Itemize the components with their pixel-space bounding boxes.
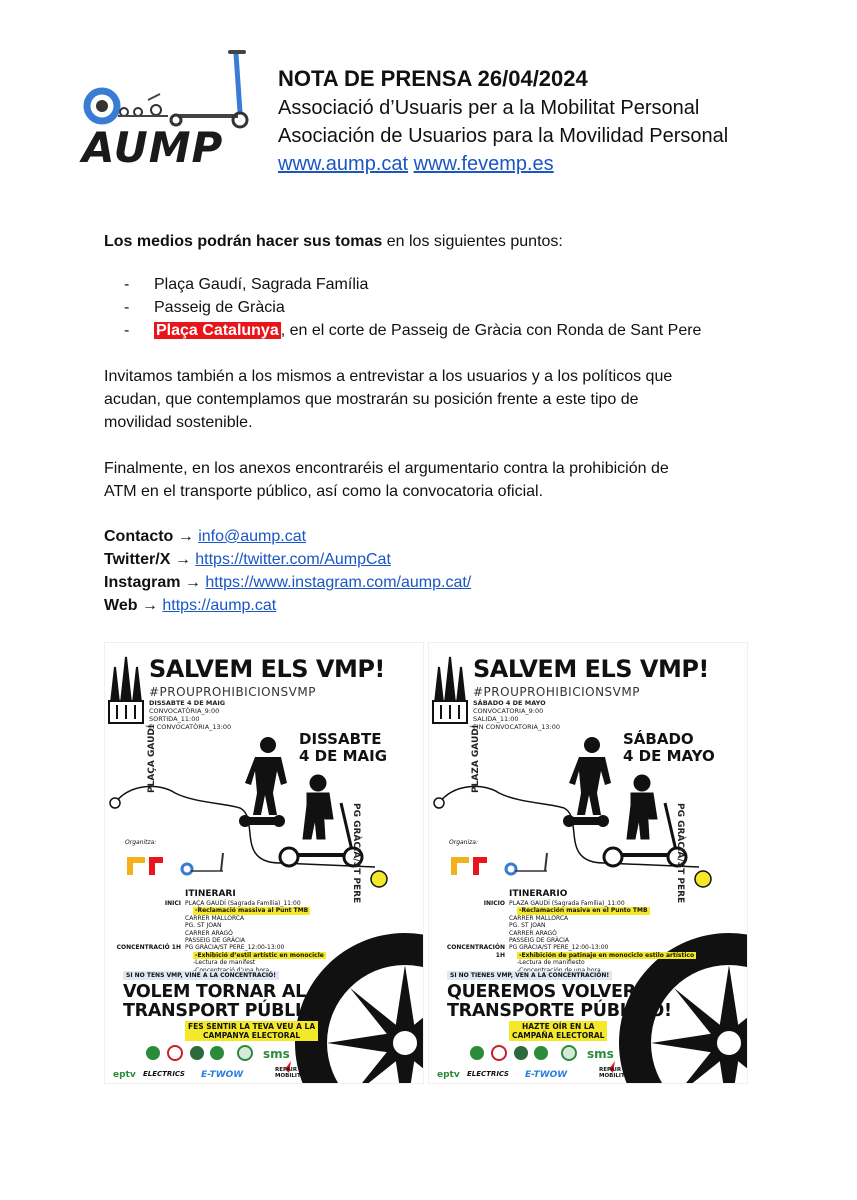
press-note-title: NOTA DE PRENSA 26/04/2024 bbox=[278, 66, 588, 91]
sponsor-sms: sms bbox=[263, 1047, 290, 1061]
paragraph-annexes: Finalmente, en los anexos encontraréis el argumentario contra la prohibición de ATM en el transporte público, así como la convocatoria oficial. bbox=[104, 460, 669, 500]
press-header bbox=[278, 64, 818, 178]
contact-row: Contacto → info@aump.cat bbox=[104, 528, 307, 545]
scooter-rider-icon bbox=[280, 775, 362, 866]
contacts-block bbox=[104, 525, 764, 617]
contact-row: Twitter/X → https://twitter.com/AumpCat bbox=[104, 551, 391, 568]
poster-title: SALVEM ELS VMP! bbox=[149, 655, 385, 683]
sagrada-familia-icon bbox=[433, 657, 467, 723]
intro-bold: Los medios podrán hacer sus tomas bbox=[104, 233, 383, 250]
sponsor-eptv: eptv bbox=[113, 1070, 136, 1080]
sagrada-familia-icon bbox=[109, 657, 143, 723]
poster-organiza: Organiza: bbox=[449, 839, 478, 846]
sponsor-etwow: E-TWOW bbox=[201, 1070, 244, 1080]
sponsor-repair: REPAIR MOBILITY bbox=[275, 1067, 305, 1079]
header-links bbox=[278, 150, 818, 178]
org-name-es: Asociación de Usuarios para la Movilidad Personal bbox=[278, 125, 729, 147]
poster-spanish bbox=[428, 642, 748, 1084]
web-link[interactable]: https://aump.cat bbox=[162, 597, 277, 614]
destination-marker bbox=[371, 871, 387, 887]
email-link[interactable]: info@aump.cat bbox=[198, 528, 307, 545]
poster-itinerary: INICIO PLAZA GAUDÍ (Sagrada Família)_11:00 -Reclamación masiva en el Punto TMB CARRER MALLORCA PG. ST JOAN CARRER ARAGÓ PASSEIG DE GRÀCIA CONCENTRACIÓN 1H PG GRÀCIA/ST PERE_12:00-13:00 -Exhibición de patinaje en monociclo estilo artístico -Lectura de manifiesto bbox=[446, 900, 695, 967]
list-item: - Passeig de Gràcia bbox=[124, 299, 285, 316]
list-item: - Plaça Catalunya , en el corte de Passeig de Gràcia con Ronda de Sant Pere bbox=[124, 322, 702, 339]
twitter-link[interactable]: https://twitter.com/AumpCat bbox=[195, 551, 391, 568]
points-list bbox=[104, 273, 764, 342]
poster-callout: SI NO TENS VMP, VINE A LA CONCENTRACIÓ! bbox=[123, 971, 279, 980]
poster-meta: DISSABTE 4 DE MAIG CONVOCATÒRIA_9:00 SORTIDA_11:00 FI CONVOCATÒRIA_13:00 bbox=[149, 699, 232, 731]
poster-place-b: PG GRÀCIA/ST PERE bbox=[675, 803, 685, 904]
poster-organiza: Organitza: bbox=[125, 839, 157, 846]
poster-itinerary: INICI PLAÇA GAUDÍ (Sagrada Família)_11:00 -Reclamació massiva al Punt TMB CARRER MALLORCA PG. ST JOAN CARRER ARAGÓ PASSEIG DE GRÀCIA CONCENTRACIÓ 1H PG GRÀCIA/ST PERE_12:00-13:00 -Exhibició d’estil artístic en monocicle -Lectura de manifest bbox=[116, 900, 324, 967]
sponsor-eptv: eptv bbox=[437, 1070, 460, 1080]
highlight-placa-catalunya: Plaça Catalunya bbox=[156, 322, 279, 339]
points-list-wrap bbox=[104, 273, 764, 342]
poster-itinerary-title: ITINERARIO bbox=[509, 889, 568, 899]
poster-yellow-box: HAZTE OÍR EN LA CAMPAÑA ELECTORAL bbox=[509, 1021, 607, 1041]
poster-title: SALVEM ELS VMP! bbox=[473, 655, 709, 683]
org-name-ca: Associació d’Usuaris per a la Mobilitat Personal bbox=[278, 97, 700, 119]
poster-callout: SI NO TIENES VMP, VEN A LA CONCENTRACIÓN! bbox=[447, 971, 612, 980]
scooter-logo-icon bbox=[78, 50, 253, 170]
instagram-link[interactable]: https://www.instagram.com/aump.cat/ bbox=[205, 574, 472, 591]
poster-headline: QUEREMOS VOLVER AL TRANSPORTE PÚBLICO! bbox=[447, 982, 672, 1021]
contact-row: Web → https://aump.cat bbox=[104, 597, 277, 614]
destination-marker bbox=[695, 871, 711, 887]
link-fevemp[interactable]: www.fevemp.es bbox=[413, 153, 554, 175]
intro-paragraph bbox=[104, 230, 764, 253]
poster-catalan bbox=[104, 642, 424, 1084]
sponsor-sms: sms bbox=[587, 1047, 614, 1061]
poster-place-a: PLAZA GAUDÍ bbox=[471, 724, 481, 793]
poster-place-b: PG GRÀCIA/ST PERE bbox=[351, 803, 361, 904]
poster-place-a: PLAÇA GAUDÍ bbox=[147, 724, 157, 793]
link-aump[interactable]: www.aump.cat bbox=[278, 153, 409, 175]
poster-itinerary-title: ITINERARI bbox=[185, 889, 236, 899]
poster-hashtag: #PROUPROHIBICIONSVMP bbox=[473, 685, 640, 699]
sponsor-etwow: E-TWOW bbox=[525, 1070, 568, 1080]
organizer-logos bbox=[127, 853, 223, 875]
logo-text: AUMP bbox=[82, 123, 224, 170]
poster-big-date: DISSABTE 4 DE MAIG bbox=[299, 730, 388, 765]
list-item: - Plaça Gaudí, Sagrada Família bbox=[124, 276, 369, 293]
sponsor-electrics: ELECTRICS bbox=[143, 1070, 185, 1078]
intro-rest: en los siguientes puntos: bbox=[382, 233, 563, 250]
scooter-rider-icon bbox=[604, 775, 686, 866]
poster-meta: SÁBADO 4 DE MAYO CONVOCATORIA_9:00 SALIDA_11:00 FIN CONVOCATORIA_13:00 bbox=[473, 699, 560, 731]
poster-yellow-box: FES SENTIR LA TEVA VEU A LA CAMPANYA ELECTORAL bbox=[185, 1021, 318, 1041]
aump-logo bbox=[78, 50, 253, 170]
paragraph-invitation: Invitamos también a los mismos a entrevistar a los usuarios y a los políticos que acudan, que contemplamos que mostrarán su posición frente a este tipo de movilidad sostenible. bbox=[104, 368, 673, 431]
poster-big-date: SÁBADO 4 DE MAYO bbox=[623, 730, 715, 765]
organizer-logos bbox=[451, 853, 547, 875]
sponsor-repair: REPAIR MOBILITY bbox=[599, 1067, 629, 1079]
contact-row: Instagram → https://www.instagram.com/aump.cat/ bbox=[104, 574, 472, 591]
poster-hashtag: #PROUPROHIBICIONSVMP bbox=[149, 685, 316, 699]
poster-headline: VOLEM TORNAR AL TRANSPORT PÚBLIC! bbox=[123, 982, 322, 1021]
sponsor-electrics: ELECTRICS bbox=[467, 1070, 509, 1078]
